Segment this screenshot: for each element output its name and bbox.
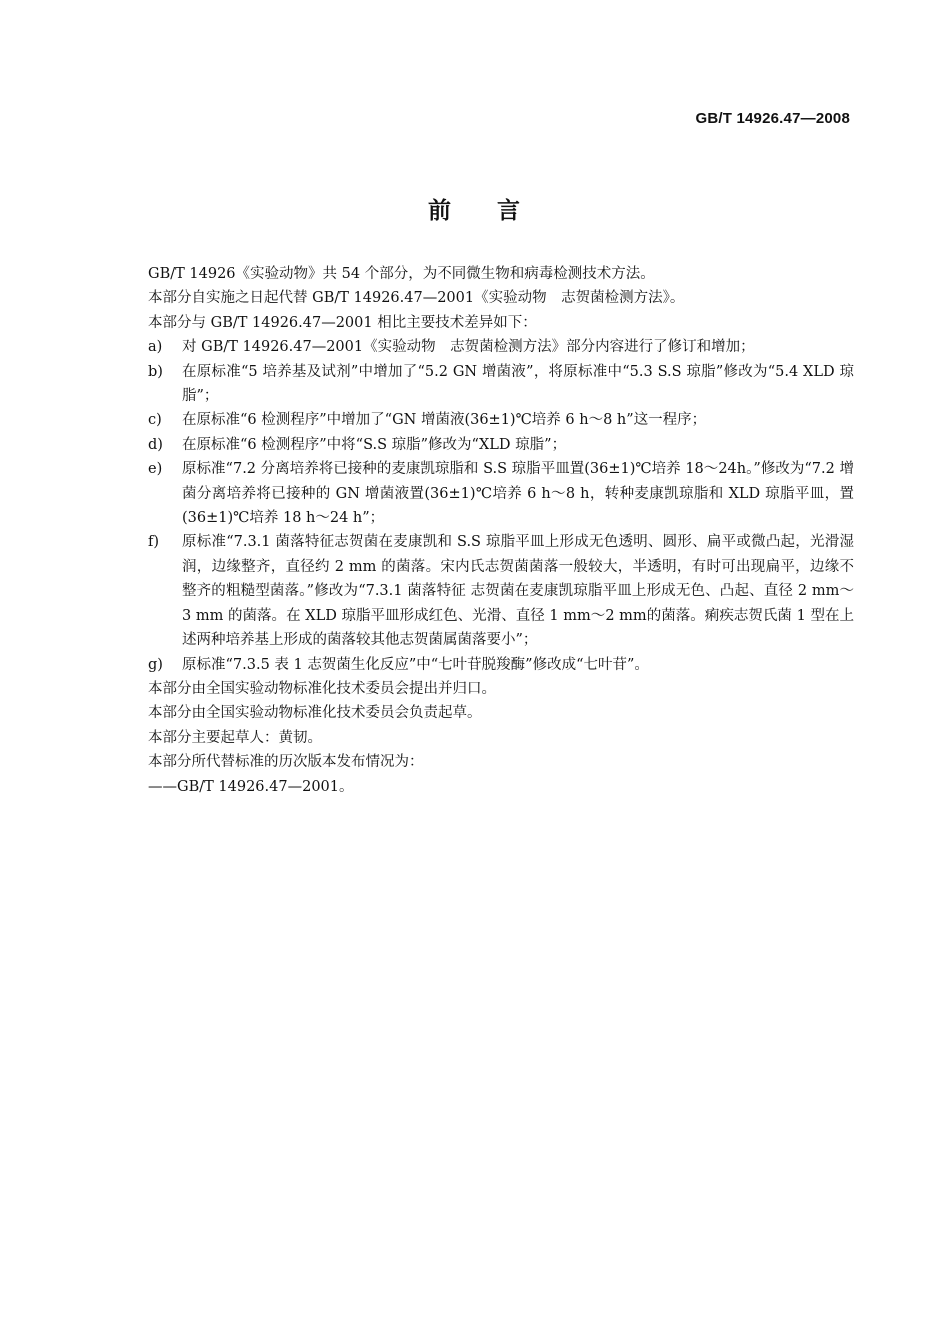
list-item-marker: a) — [148, 339, 163, 356]
paragraph: 本部分与 GB/T 14926.47—2001 相比主要技术差异如下： — [148, 314, 537, 331]
list-item — [148, 408, 854, 432]
list-item-text: 原标准“7.3.5 表 1 志贺菌生化反应”中“七叶苷脱羧酶”修改成“七叶苷”。 — [182, 656, 649, 673]
list-item-marker: c) — [148, 412, 162, 429]
list-item-text: 对 GB/T 14926.47—2001《实验动物 志贺菌检测方法》部分内容进行了修订和增加； — [182, 339, 755, 356]
list-item — [148, 457, 854, 530]
paragraph: ——GB/T 14926.47—2001。 — [148, 778, 354, 795]
paragraph: 本部分所代替标准的历次版本发布情况为： — [148, 754, 424, 771]
paragraph: 本部分由全国实验动物标准化技术委员会提出并归口。 — [148, 680, 496, 697]
list-item-marker: g) — [148, 656, 163, 673]
list-item — [148, 530, 854, 652]
list-item-text: 原标准“7.2 分离培养将已接种的麦康凯琼脂和 S.S 琼脂平皿置(36±1)℃培养 18～24h。”修改为“7.2 增菌分离培养将已接种的 GN 增菌液置(36±1)℃培养 6 h～8 h，转种麦康凯琼脂和 XLD 琼脂平皿，置(36±1)℃培养 18 h～24 h”； — [182, 461, 854, 527]
list-item-marker: f) — [148, 534, 160, 551]
list-item — [148, 360, 854, 409]
list-item — [148, 433, 854, 457]
page-title — [0, 192, 950, 225]
standard-number: GB/T 14926.47—2008 — [695, 110, 850, 127]
list-item-marker: e) — [148, 461, 163, 478]
page-title-char-1: 前 — [428, 198, 453, 224]
paragraph: GB/T 14926《实验动物》共 54 个部分，为不同微生物和病毒检测技术方法。 — [148, 266, 655, 282]
list-item-text: 在原标准“6 检测程序”中增加了“GN 增菌液(36±1)℃培养 6 h～8 h”这一程序； — [182, 412, 707, 429]
list-item — [148, 653, 854, 677]
paragraph: 本部分自实施之日起代替 GB/T 14926.47—2001《实验动物 志贺菌检测方法》。 — [148, 290, 685, 307]
list-item-marker: d) — [148, 436, 163, 453]
list-item-text: 在原标准“6 检测程序”中将“S.S 琼脂”修改为“XLD 琼脂”； — [182, 436, 567, 453]
foreword-body — [148, 262, 854, 799]
list-item-marker: b) — [148, 363, 163, 380]
list-item-text: 原标准“7.3.1 菌落特征志贺菌在麦康凯和 S.S 琼脂平皿上形成无色透明、圆形、扁平或微凸起，光滑湿润，边缘整齐，直径约 2 mm 的菌落。宋内氏志贺菌菌落一般较大，半透明，有时可出现扁平，边缘不整齐的粗糙型菌落。”修改为“7.3.1 菌落特征 志贺菌在麦康凯琼脂平皿上形成无色、凸起、直径 2 mm～3 mm 的菌落。在 XLD 琼脂平皿形成红色、光滑、直径 1 mm～2 mm的菌落。痢疾志贺氏菌 1 型在上述两种培养基上形成的菌落较其他志贺菌属菌落要小”； — [182, 534, 854, 649]
list-item-text: 在原标准“5 培养基及试剂”中增加了“5.2 GN 增菌液”，将原标准中“5.3 S.S 琼脂”修改为“5.4 XLD 琼脂”； — [182, 363, 854, 405]
paragraph: 本部分由全国实验动物标准化技术委员会负责起草。 — [148, 705, 482, 722]
list-item — [148, 335, 854, 359]
page-title-char-2: 言 — [497, 198, 522, 224]
paragraph: 本部分主要起草人：黄韧。 — [148, 729, 322, 746]
